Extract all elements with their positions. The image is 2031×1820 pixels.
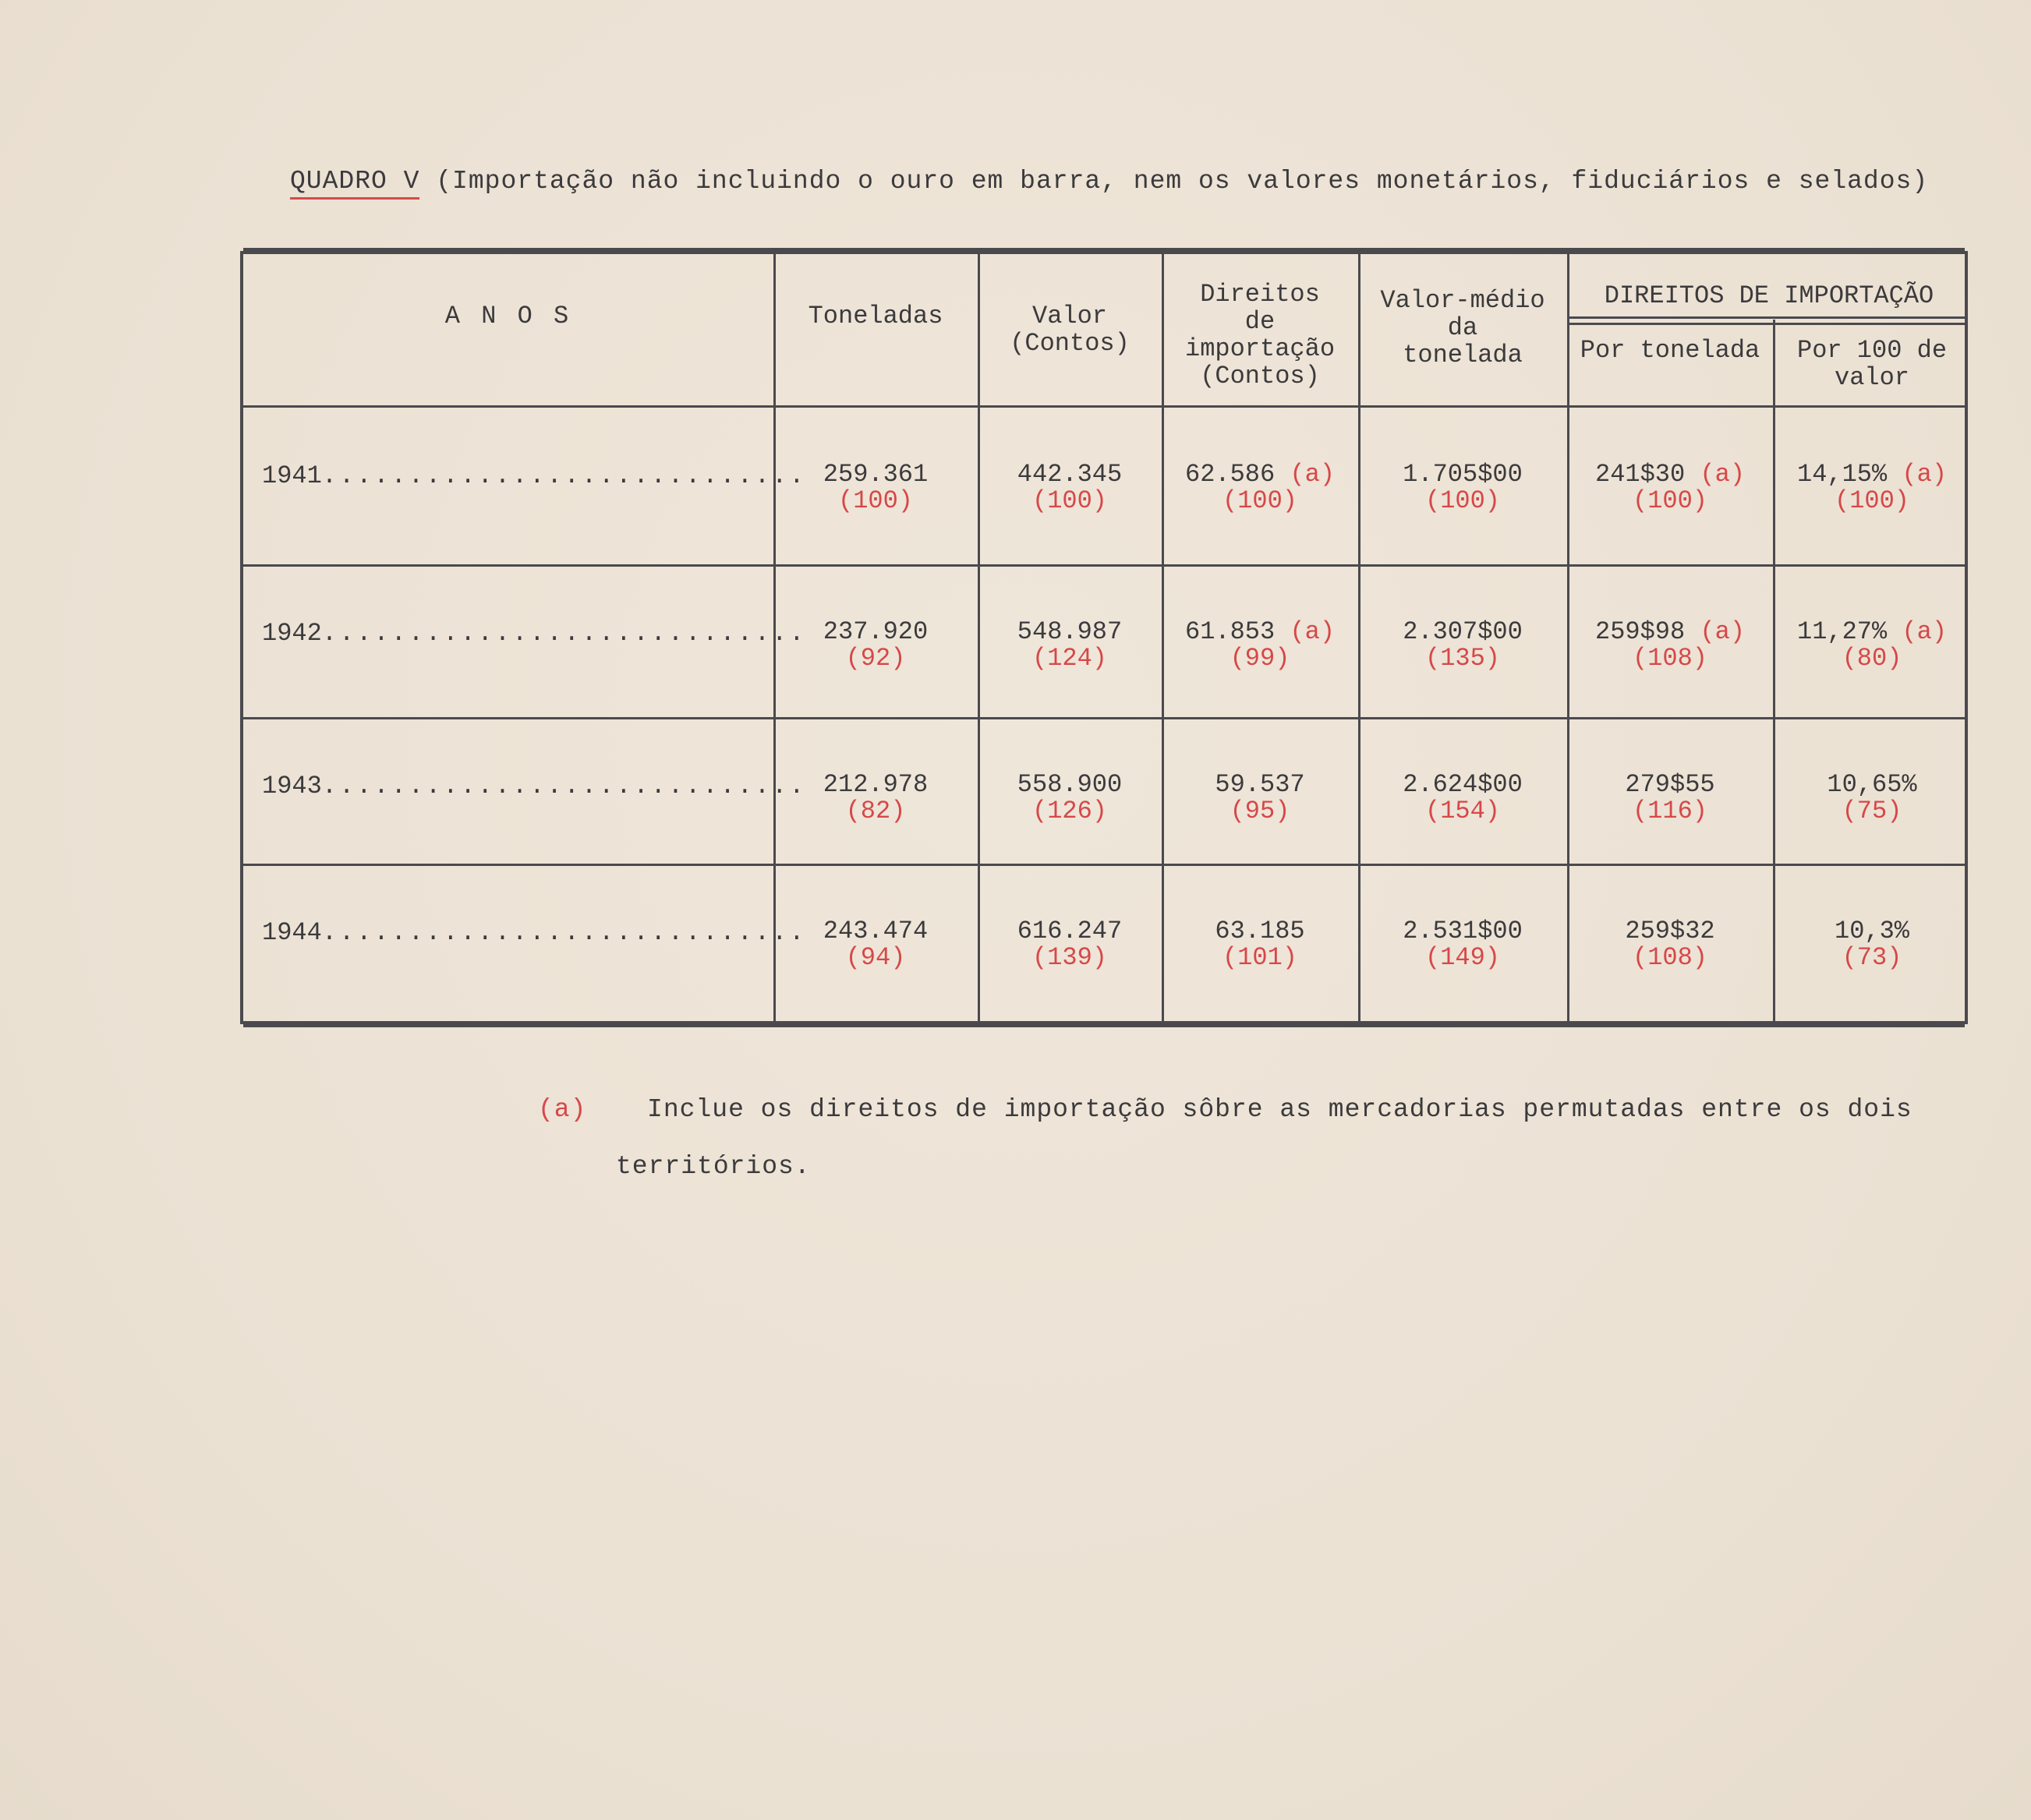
year-label: 1943............................ <box>262 772 807 800</box>
valor-cell: 442.345 (100) <box>1017 460 1123 515</box>
header-toneladas: Toneladas <box>808 302 943 330</box>
year-label: 1941............................ <box>262 461 807 490</box>
header-por-100-valor <box>1773 337 1971 391</box>
caption-text: (Importação não incluindo o ouro em barra, nem os valores monetários, fiduciários e selados) <box>436 167 1929 196</box>
header-direitos-line3: importação <box>1184 334 1336 363</box>
footnote <box>538 1095 1912 1124</box>
por-tonelada-cell: 279$55 (116) <box>1625 770 1715 825</box>
header-direitos-line1: Direitos <box>1200 280 1320 309</box>
header-direitos <box>1162 281 1358 390</box>
header-direitos-line2: de <box>1244 307 1276 336</box>
footnote-continuation: territórios. <box>616 1152 811 1181</box>
direitos-cell: 63.185 (101) <box>1215 917 1305 972</box>
toneladas-cell: 212.978 (82) <box>823 770 929 825</box>
valor-cell: 558.900 (126) <box>1017 770 1123 825</box>
year-label: 1942............................ <box>262 619 807 648</box>
por-100-cell: 10,3% (73) <box>1834 917 1909 972</box>
year-label: 1944............................ <box>262 918 807 947</box>
valor-cell: 616.247 (139) <box>1017 917 1123 972</box>
direitos-cell: 59.537 (95) <box>1215 770 1305 825</box>
por-tonelada-cell: 259$98 (a) (108) <box>1594 617 1746 673</box>
footnote-line1: Inclue os direitos de importação sôbre as mercadorias permutadas entre os dois <box>647 1095 1912 1124</box>
toneladas-cell: 259.361 (100) <box>823 460 929 515</box>
por-100-cell: 11,27% (a) (80) <box>1796 617 1948 673</box>
header-por-100-line2: valor <box>1834 363 1909 392</box>
header-valor-medio-line2: da <box>1447 313 1478 342</box>
header-anos: A N O S <box>444 302 572 330</box>
por-100-cell: 10,65% (75) <box>1827 770 1917 825</box>
por-tonelada-cell: 259$32 (108) <box>1625 917 1715 972</box>
footnote-marker: (a) <box>538 1095 587 1124</box>
row-divider <box>243 864 1965 866</box>
group-header-divider <box>1567 323 1965 325</box>
valor-medio-cell: 2.307$00 (135) <box>1403 617 1523 673</box>
toneladas-cell: 243.474 (94) <box>823 917 929 972</box>
direitos-cell: 61.853 (a) (99) <box>1184 617 1336 673</box>
header-valor <box>978 302 1162 357</box>
valor-medio-cell: 2.531$00 (149) <box>1403 917 1523 972</box>
header-valor-medio <box>1358 287 1567 369</box>
group-header-divider <box>1567 316 1965 319</box>
header-valor-medio-line3: tonelada <box>1403 341 1523 369</box>
row-divider <box>243 564 1965 567</box>
row-divider <box>243 405 1965 408</box>
table-caption <box>290 167 1928 196</box>
por-tonelada-cell: 241$30 (a) (100) <box>1594 460 1746 515</box>
header-por-tonelada: Por tonelada <box>1580 336 1760 365</box>
header-direitos-line4: (Contos) <box>1200 362 1320 391</box>
caption-title: QUADRO V <box>290 167 419 200</box>
por-100-cell: 14,15% (a) (100) <box>1796 460 1948 515</box>
header-direitos-group: DIREITOS DE IMPORTAÇÃO <box>1604 281 1934 310</box>
toneladas-cell: 237.920 (92) <box>823 617 929 673</box>
row-divider <box>243 717 1965 719</box>
valor-cell: 548.987 (124) <box>1017 617 1123 673</box>
data-table <box>240 251 1968 1024</box>
header-valor-line1: Valor <box>1031 302 1107 330</box>
header-valor-medio-line1: Valor-médio <box>1380 286 1545 315</box>
valor-medio-cell: 1.705$00 (100) <box>1403 460 1523 515</box>
header-por-100-line1: Por 100 de <box>1796 336 1948 365</box>
header-valor-line2: (Contos) <box>1010 329 1130 358</box>
direitos-cell: 62.586 (a) (100) <box>1184 460 1336 515</box>
valor-medio-cell: 2.624$00 (154) <box>1403 770 1523 825</box>
